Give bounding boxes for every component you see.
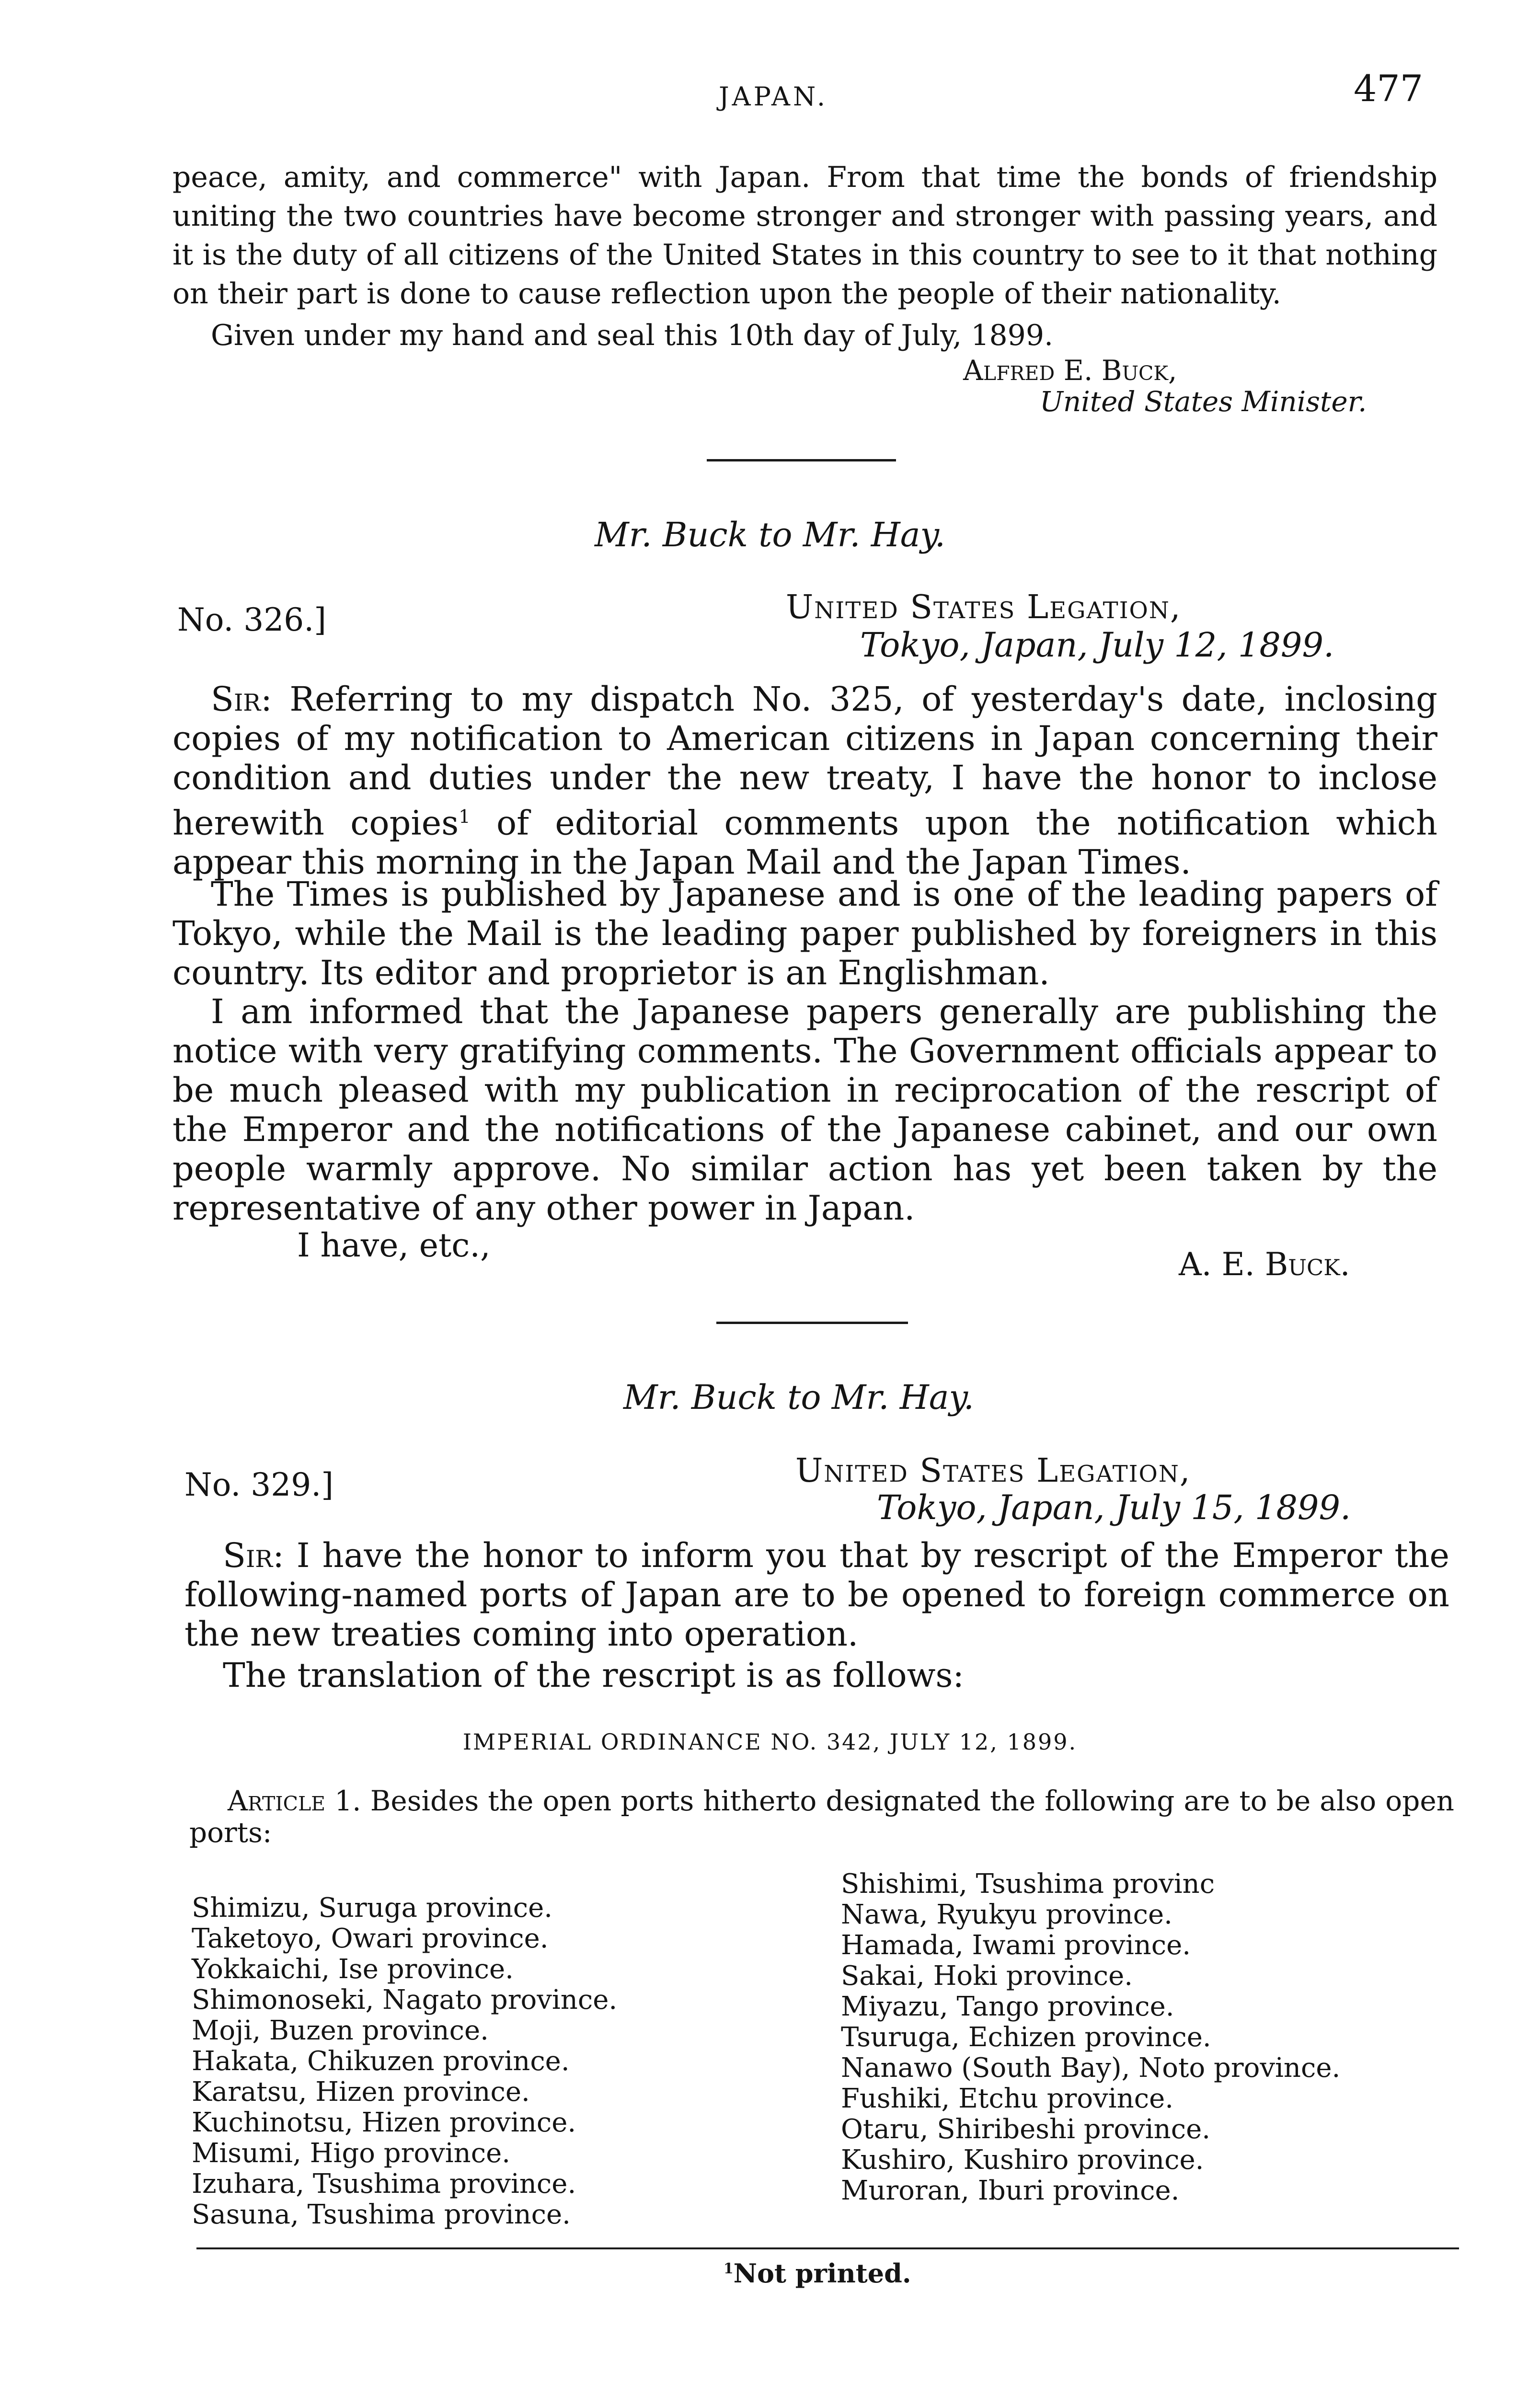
dispatch-paragraph: The Times is published by Japanese and is one of the leading papers of Tokyo, while the Mail is the leading paper published by foreigners in this country. Its editor and proprietor is an Englishman. <box>172 875 1437 992</box>
dispatch-signature: A. E. Buck. <box>1179 1246 1350 1283</box>
port-list-item: Izuhara, Tsushima province. <box>192 2168 576 2200</box>
signature-title: United States Minister. <box>1040 385 1367 418</box>
ports-list-left <box>192 1893 617 2230</box>
port-list-item: Nawa, Ryukyu province. <box>841 1899 1172 1930</box>
ordinance-title: IMPERIAL ORDINANCE NO. 342, JULY 12, 1899. <box>462 1729 1078 1755</box>
port-list-item: Shimizu, Suruga province. <box>192 1892 553 1924</box>
section-divider <box>716 1322 908 1324</box>
signature-name: Alfred E. Buck, <box>963 354 1177 387</box>
section-divider <box>707 459 896 461</box>
port-list-item: Hakata, Chikuzen province. <box>192 2046 570 2077</box>
port-list-item: Kushiro, Kushiro province. <box>841 2144 1204 2176</box>
place-date-line: Tokyo, Japan, July 15, 1899. <box>877 1488 1351 1527</box>
dispatch-paragraph: Sir: I have the honor to inform you that by rescript of the Emperor the following-named ports of Japan are to be opened to foreign commerce on the new treaties coming into operation. <box>184 1536 1449 1654</box>
dispatch-number: No. 326.] <box>177 601 326 638</box>
dispatch-paragraph: I am informed that the Japanese papers generally are publishing the notice with very gratifying comments. The Government officials appear to be much pleased with my publication in reciprocation of the rescript of the Emperor and the notifications of the Japanese cabinet, and our own people warmly approve. No similar action has yet been taken by the representative of any other power in Japan. <box>172 992 1437 1228</box>
place-date-line: Tokyo, Japan, July 12, 1899. <box>860 625 1334 665</box>
article-text: Article 1. Besides the open ports hitherto designated the following are to be also open ports: <box>189 1785 1454 1849</box>
footnote-mark: 1 <box>724 2260 734 2277</box>
port-list-item: Fushiki, Etchu province. <box>841 2083 1174 2114</box>
port-list-item: Muroran, Iburi province. <box>841 2175 1180 2206</box>
port-list-item: Misumi, Higo province. <box>192 2138 511 2169</box>
port-list-item: Sasuna, Tsushima province. <box>192 2199 571 2230</box>
footnote-rule <box>196 2247 1459 2249</box>
port-list-item: Karatsu, Hizen province. <box>192 2076 530 2108</box>
footnote <box>724 2258 911 2289</box>
closing-line: I have, etc., <box>297 1227 491 1265</box>
port-list-item: Tsuruga, Echizen province. <box>841 2022 1211 2053</box>
dispatch-paragraph: The translation of the rescript is as follows: <box>223 1656 965 1695</box>
dispatch-heading: Mr. Buck to Mr. Hay. <box>594 515 946 554</box>
running-title: JAPAN. <box>719 81 828 112</box>
dispatch-paragraph: Sir: Referring to my dispatch No. 325, of yesterday's date, inclosing copies of my notification to American citizens in Japan concerning their condition and duties under the new treaty, I have the honor to inclose herewith copies$^1$ of editorial comments upon the notification which appear this morning in the Japan Mail and the Japan Times. <box>172 680 1437 882</box>
ports-list-right <box>841 1869 1340 2206</box>
salutation: Sir: <box>223 1536 284 1575</box>
page-number: 477 <box>1354 67 1424 110</box>
footnote-text: Not printed. <box>733 2258 911 2289</box>
port-list-item: Sakai, Hoki province. <box>841 1960 1133 1992</box>
port-list-item: Taketoyo, Owari province. <box>192 1923 549 1954</box>
port-list-item: Moji, Buzen province. <box>192 2015 489 2046</box>
salutation: Sir: <box>211 680 272 719</box>
legation-line: United States Legation, <box>786 588 1182 626</box>
port-list-item: Otaru, Shiribeshi province. <box>841 2114 1211 2145</box>
dispatch-heading: Mr. Buck to Mr. Hay. <box>623 1378 975 1417</box>
port-list-item: Yokkaichi, Ise province. <box>192 1954 514 1985</box>
port-list-item: Shimonoseki, Nagato province. <box>192 1984 618 2016</box>
proclamation-paragraph: peace, amity, and commerce" with Japan. From that time the bonds of friendship uniting the two countries have become stronger and stronger with passing years, and it is the duty of all citizens of the United States in this country to see to it that nothing on their part is done to cause reflection upon the people of their nationality. <box>172 161 1437 311</box>
port-list-item: Shishimi, Tsushima provinc <box>841 1868 1215 1900</box>
port-list-item: Miyazu, Tango province. <box>841 1991 1174 2022</box>
port-list-item: Hamada, Iwami province. <box>841 1930 1191 1961</box>
port-list-item: Kuchinotsu, Hizen province. <box>192 2107 576 2138</box>
page-header <box>0 67 1540 125</box>
footnote-reference: 1 <box>459 806 471 828</box>
legation-line: United States Legation, <box>795 1452 1191 1490</box>
port-list-item: Nanawo (South Bay), Noto province. <box>841 2052 1341 2084</box>
article-label: Article 1. <box>228 1785 361 1817</box>
given-under-line: Given under my hand and seal this 10th day of July, 1899. <box>211 319 1054 352</box>
dispatch-number: No. 329.] <box>184 1466 333 1503</box>
